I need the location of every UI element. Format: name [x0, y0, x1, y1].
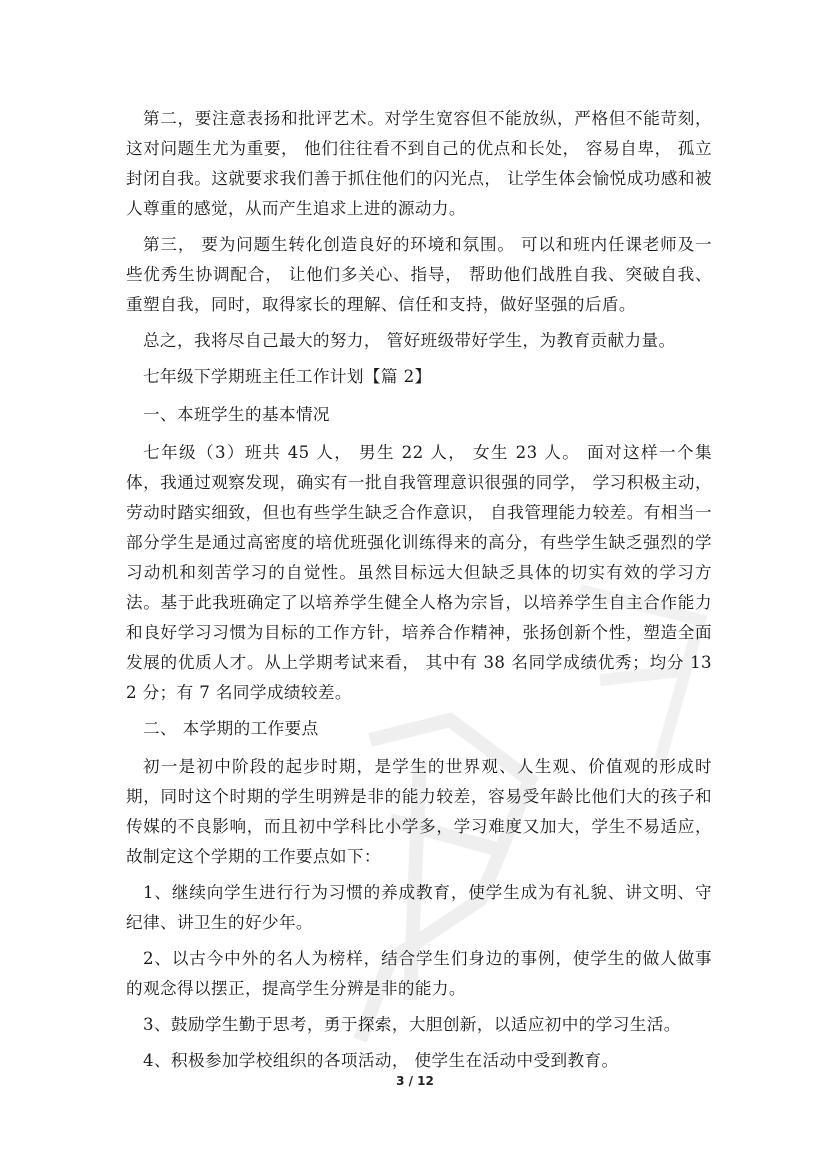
- paragraph-environment: 第三， 要为问题生转化创造良好的环境和氛围。 可以和班内任课老师及一些优秀生协调配合， 让他们多关心、指导， 帮助他们战胜自我、突破自我、重塑自我，同时，取得家长的理解、信任和支持，做好坚强的后盾。: [126, 235, 712, 314]
- subsection-heading-work-points: 二、 本学期的工作要点: [143, 719, 319, 738]
- paragraph-work-points-intro: 初一是初中阶段的起步时期，是学生的世界观、人生观、价值观的形成时期，同时这个时期的学生明辨是非的能力较差，容易受年龄比他们大的孩子和传媒的不良影响，而且初中学科比小学多，学习难度又加大，学生不易适应，故制定这个学期的工作要点如下：: [126, 757, 712, 866]
- paragraph-praise-criticism: 第二，要注意表扬和批评艺术。对学生宽容但不能放纵，严格但不能苛刻，这对问题生尤为重要， 他们往往看不到自己的优点和长处， 容易自卑， 孤立封闭自我。这就要求我们善于抓住他们的闪光点， 让学生体会愉悦成功感和被人尊重的感觉，从而产生追求上进的源动力。: [126, 109, 712, 218]
- subsection-heading-basic-info: 一、本班学生的基本情况: [143, 405, 330, 424]
- paragraph-conclusion: 总之，我将尽自己最大的努力， 管好班级带好学生，为教育贡献力量。: [143, 331, 676, 350]
- list-item-thinking: 3、鼓励学生勤于思考，勇于探索，大胆创新，以适应初中的学习生活。: [143, 1015, 681, 1034]
- list-item-activities: 4、积极参加学校组织的各项活动， 使学生在活动中受到教育。: [143, 1051, 619, 1070]
- list-item-role-models: 2、以古今中外的名人为榜样，结合学生们身边的事例，使学生的做人做事的观念得以摆正，提高学生分辨是非的能力。: [126, 949, 712, 998]
- list-item-habits: 1、继续向学生进行行为习惯的养成教育，使学生成为有礼貌、讲文明、守纪律、讲卫生的好少年。: [126, 883, 712, 932]
- page-number: 3 / 12: [396, 1074, 434, 1088]
- section-title: 七年级下学期班主任工作计划【篇 2】: [143, 367, 432, 386]
- paragraph-class-situation: 七年级（3）班共 45 人， 男生 22 人， 女生 23 人。 面对这样一个集体，我通过观察发现，确实有一批自我管理意识很强的同学， 学习积极主动， 劳动时踏实细致，但也有些学生缺乏合作意识， 自我管理能力较差。有相当一部分学生是通过高密度的培优班强化训练得来的高分，有些学生缺乏强烈的学习动机和刻苦学习的自觉性。虽然目标远大但缺乏具体的切实有效的学习方法。基于此我班确定了以培养学生健全人格为宗旨，以培养学生自主合作能力和良好学习习惯为目标的工作方针，培养合作精神，张扬创新个性，塑造全面发展的优质人才。从上学期考试来看， 其中有 38 名同学成绩优秀；均分 132 分；有 7 名同学成绩较差。: [126, 443, 712, 702]
- document-body: [126, 104, 712, 1082]
